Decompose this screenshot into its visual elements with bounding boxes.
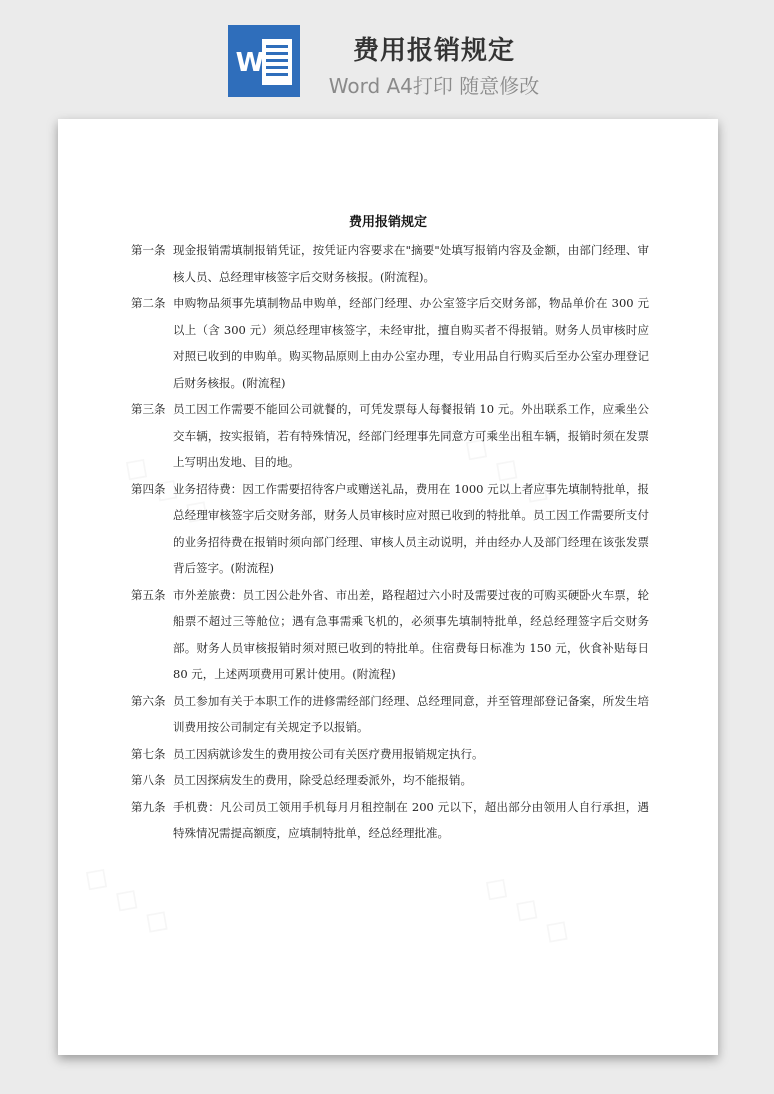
header-subtitle: Word A4打印 随意修改 [328, 74, 540, 98]
document-page [58, 119, 718, 1055]
article-text: 员工参加有关于本职工作的进修需经部门经理、总经理同意，并至管理部登记备案，所发生培训费用按公司制定有关规定予以报销。 [173, 693, 649, 734]
article-7 [131, 741, 651, 768]
article-number: 第二条 [131, 296, 166, 310]
article-number: 第九条 [131, 799, 166, 814]
document-title: 费用报销规定 [348, 215, 427, 230]
article-number: 第三条 [131, 402, 166, 416]
article-8 [131, 767, 651, 794]
article-text: 员工因工作需要不能回公司就餐的，可凭发票每人每餐报销 10 元。外出联系工作，应乘坐公交车辆，按实报销，若有特殊情况，经部门经理事先同意方可乘坐出租车辆，报销时须在发票上写明出发地、目的地。 [173, 402, 649, 469]
article-number: 第一条 [131, 243, 166, 257]
article-5 [131, 582, 651, 688]
article-list [131, 237, 651, 847]
page-header [0, 0, 774, 110]
word-logo-icon [228, 25, 300, 97]
article-9 [131, 794, 651, 847]
article-text: 业务招待费：因工作需要招待客户或赠送礼品，费用在 1000 元以上者应事先填制特批单，报总经理审核签字后交财务部，财务人员审核时应对照已收到的特批单。员工因工作需要所支付的业务招待费在报销时须向部门经理、审核人员主动说明，并由经办人及部门经理在该张发票背后签字。(附流程) [173, 481, 649, 575]
watermark [476, 864, 581, 954]
article-text: 现金报销需填制报销凭证，按凭证内容要求在"摘要"处填写报销内容及金额，由部门经理、审核人员、总经理审核签字后交财务核报。(附流程)。 [173, 243, 649, 284]
article-text: 市外差旅费：员工因公赴外省、市出差，路程超过六小时及需要过夜的可购买硬卧火车票，轮船票不超过三等舱位；遇有急事需乘飞机的，必须事先填制特批单，经总经理签字后交财务部。财务人员审核报销时须对照已收到的特批单。住宿费每日标准为 150 元，伙食补贴每日 80 元，上述两项费用可累计使用。(附流程) [173, 587, 649, 681]
article-text: 员工因探病发生的费用，除受总经理委派外，均不能报销。 [173, 773, 472, 787]
article-1 [131, 237, 651, 290]
article-number: 第五条 [131, 587, 166, 602]
article-number: 第七条 [131, 746, 166, 761]
word-logo-letter: W [235, 48, 265, 78]
article-text: 员工因病就诊发生的费用按公司有关医疗费用报销规定执行。 [173, 746, 484, 761]
article-text: 申购物品须事先填制物品申购单，经部门经理、办公室签字后交财务部，物品单价在 300 元以上（含 300 元）须总经理审核签字，未经审批，擅自购买者不得报销。财务人员审核时应对照已收到的申购单。购买物品原则上由办公室办理，专业用品自行购买后至办公室办理登记后财务核报。(附流程) [173, 296, 649, 390]
article-2 [131, 290, 651, 396]
watermark [76, 854, 181, 944]
article-3 [131, 396, 651, 476]
article-6 [131, 688, 651, 741]
article-number: 第四条 [131, 481, 166, 496]
article-number: 第八条 [131, 773, 166, 787]
article-number: 第六条 [131, 693, 166, 708]
header-title: 费用报销规定 [352, 36, 515, 66]
article-4 [131, 476, 651, 582]
article-text: 手机费：凡公司员工领用手机每月月租控制在 200 元以下，超出部分由领用人自行承担，遇特殊情况需提高额度，应填制特批单，经总经理批准。 [173, 799, 649, 840]
